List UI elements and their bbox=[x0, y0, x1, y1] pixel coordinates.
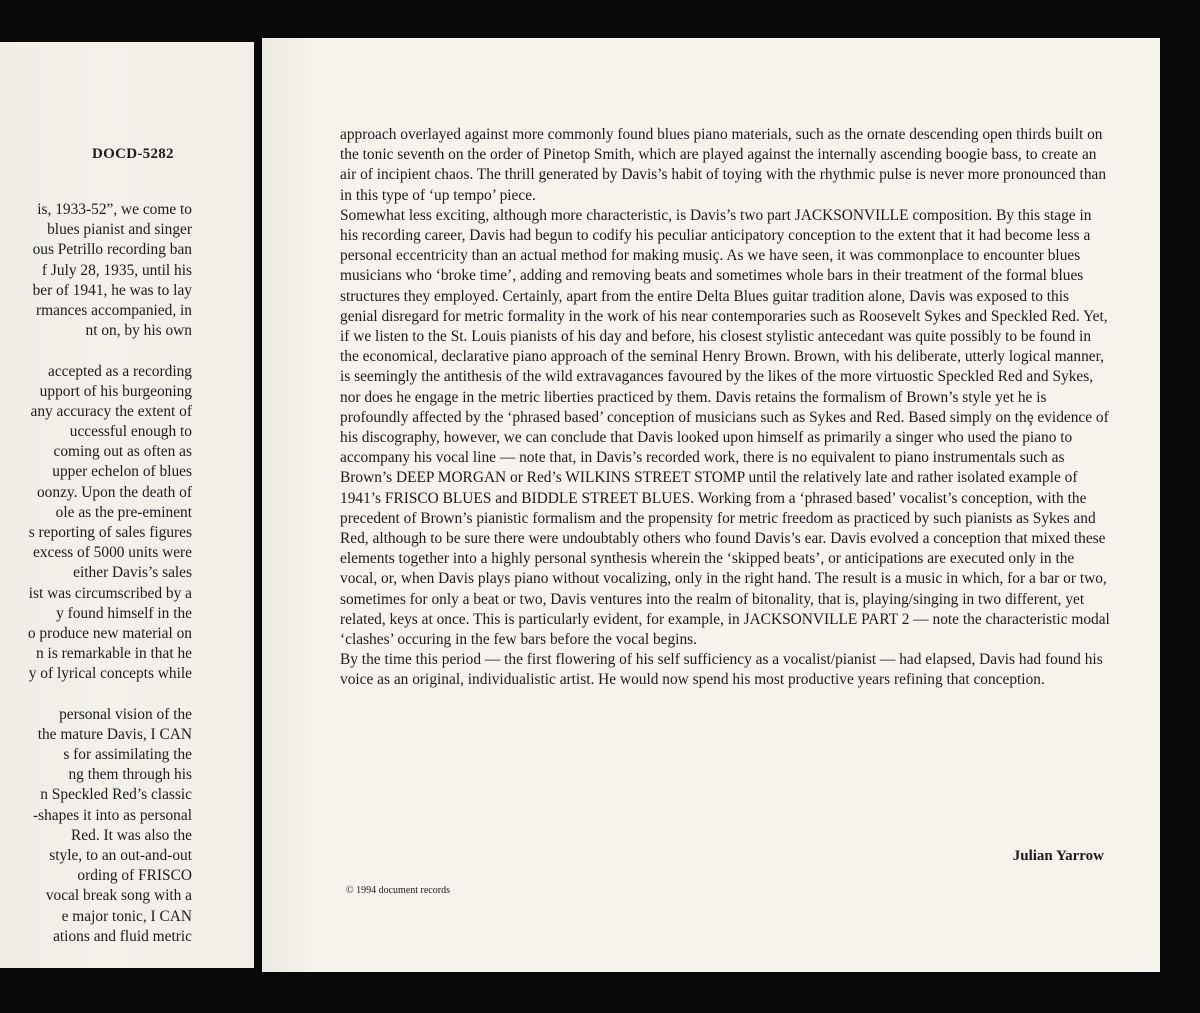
page-fold bbox=[254, 0, 262, 1013]
left-text-line: ole as the pre-eminent bbox=[55, 503, 192, 521]
right-page bbox=[262, 38, 1160, 972]
left-text-line: s for assimilating the bbox=[63, 746, 192, 764]
left-text-line: ous Petrillo recording ban bbox=[32, 241, 192, 259]
left-text-line: n is remarkable in that he bbox=[36, 645, 192, 663]
left-page-text bbox=[0, 200, 192, 947]
left-text-line: y found himself in the bbox=[56, 604, 192, 622]
left-text-line: e major tonic, I CAN bbox=[61, 907, 192, 925]
author-signature: Julian Yarrow bbox=[1012, 848, 1104, 864]
left-text-line: oonzy. Upon the death of bbox=[36, 483, 192, 501]
left-text-line: nt on, by his own bbox=[85, 322, 192, 340]
left-text-line: is, 1933-52”, we come to bbox=[37, 201, 192, 218]
left-text-line: the mature Davis, I CAN bbox=[37, 725, 192, 743]
left-text-line: style, to an out-and-out bbox=[49, 847, 192, 864]
left-text-line: vocal break song with a bbox=[45, 887, 192, 905]
left-text-line: upper echelon of blues bbox=[52, 463, 192, 481]
left-text-line: y of lyrical concepts while bbox=[28, 665, 192, 683]
left-text-line: o produce new material on bbox=[27, 624, 192, 642]
left-text-line: Red. It was also the bbox=[71, 826, 192, 844]
left-page bbox=[0, 42, 254, 968]
article-paragraph: Somewhat less exciting, although more characteristic, is Davis’s two part JACKSONVILLE composition. By this stage in his recording career, Davis had begun to codify his peculiar anticipatory conception to the extent that it had become less a personal eccentricity than an actual method for making musiç. As we have seen, it was commonplace to encounter blues musicians who ‘broke time’, adding and removing beats and sometimes whole bars in their treatment of the formal blues structures they employed. Certainly, apart from the entire Delta Blues guitar tradition alone, Davis was exposed to this genial disregard for metric formality in the work of his near contemporaries such as Roosevelt Sykes and Speckled Red. Yet, if we listen to the St. Louis pianists of his day and before, his closest stylistic antecedant was quite possibly to be found in the economical, declarative piano approach of the seminal Henry Brown. Brown, with his deliberate, utterly logical manner, is seemingly the antithesis of the wild extravagances favoured by the likes of the more virtuostic Speckled Red and Sykes, nor does he engage in the metric liberties practiced by them. Davis retains the formalism of Brown’s style yet he is profoundly affected by the ‘phrased based’ conception of musicians such as Sykes and Red. Based simply on thȩ evidence of his discography, however, we can conclude that Davis looked upon himself as primarily a singer who used the piano to accompany his vocal line — note that, in Davis’s recorded work, there is no equivalent to piano instrumentals such as Brown’s DEEP MORGAN or Red’s WILKINS STREET STOMP until the relatively late and rather isolated example of 1941’s FRISCO BLUES and BIDDLE STREET BLUES. Working from a ‘phrased based’ vocalist’s conception, with the precedent of Brown’s pianistic formalism and the propensity for metric freedom as practiced by such pianists as Sykes and Red, although to be sure there were undoubtably others who found Davis’s ear. Davis evolved a conception that mixed these elements together into a highly personal synthesis wherein the ‘skipped beats’, or anticipations are executed only in the vocal, or, when Davis plays piano without vocalizing, only in the right hand. The result is a music in which, for a bar or two, sometimes for only a beat or two, Davis ventures into the realm of bitonality, that is, playing/singing in two different, yet related, keys at once. This is particularly evident, for example, in JACKSONVILLE PART 2 — note the characteristic modal ‘clashes’ occuring in the few bars before the vocal begins. bbox=[340, 206, 1110, 649]
left-text-line: coming out as often as bbox=[53, 443, 192, 461]
left-text-line: upport of his burgeoning bbox=[39, 382, 192, 400]
article-paragraph: By the time this period — the first flowering of his self sufficiency as a vocalist/pianist — had elapsed, Davis had found his voice as an original, individualistic artist. He would now spend his most productive years refining that conception. bbox=[340, 651, 1103, 689]
left-text-line: excess of 5000 units were bbox=[33, 544, 192, 562]
left-text-line: s reporting of sales figures bbox=[28, 524, 192, 541]
paragraph-gap bbox=[0, 341, 192, 361]
paragraph-gap bbox=[0, 685, 192, 705]
left-text-line: personal vision of the bbox=[59, 705, 192, 723]
catalog-number: DOCD-5282 bbox=[92, 146, 174, 162]
left-text-line: ations and fluid metric bbox=[53, 927, 192, 945]
left-text-line: -shapes it into as personal bbox=[32, 806, 192, 824]
left-text-line: ording of FRISCO bbox=[77, 867, 192, 885]
left-text-line: ist was circumscribed by a bbox=[28, 584, 192, 602]
left-text-line: ber of 1941, he was to lay bbox=[32, 281, 192, 299]
left-text-line: uccessful enough to bbox=[69, 423, 192, 441]
left-text-line: any accuracy the extent of bbox=[30, 402, 192, 420]
copyright-notice: © 1994 document records bbox=[346, 885, 450, 896]
article-body bbox=[340, 125, 1110, 691]
left-text-line: accepted as a recording bbox=[48, 362, 192, 380]
left-text-line: n Speckled Red’s classic bbox=[40, 786, 192, 804]
left-text-line: rmances accompanied, in bbox=[36, 301, 192, 319]
article-paragraph: approach overlayed against more commonly found blues piano materials, such as the ornate descending open thirds built on the tonic seventh on the order of Pinetop Smith, which are played against the internally ascending boogie bass, to create an air of incipient chaos. The thrill generated by Davis’s habit of toying with the rhythmic pulse is never more pronounced than in this type of ‘up tempo’ piece. bbox=[340, 126, 1107, 204]
left-text-line: either Davis’s sales bbox=[73, 564, 192, 582]
left-text-line: blues pianist and singer bbox=[47, 221, 192, 239]
left-text-line: ng them through his bbox=[68, 766, 192, 784]
left-text-line: f July 28, 1935, until his bbox=[41, 261, 192, 279]
